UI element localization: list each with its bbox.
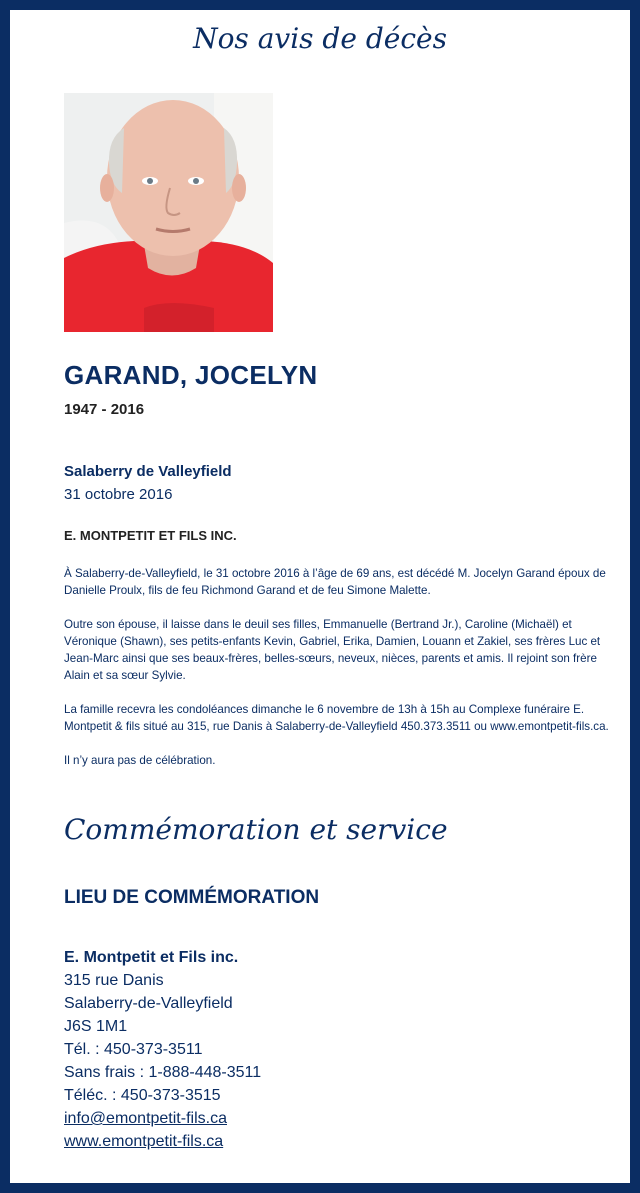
- death-city: Salaberry de Valleyfield: [64, 463, 232, 480]
- death-date: 31 octobre 2016: [64, 486, 173, 503]
- contact-fax: Téléc. : 450-373-3515: [64, 1087, 221, 1104]
- website-link[interactable]: www.emontpetit-fils.ca: [64, 1133, 224, 1150]
- contact-phone: Tél. : 450-373-3511: [64, 1041, 203, 1058]
- obituary-paragraph: Il n’y aura pas de célébration.: [64, 754, 216, 767]
- life-years: 1947 - 2016: [64, 401, 145, 418]
- page-title: Nos avis de décès: [193, 22, 447, 55]
- funeral-home-name: E. MONTPETIT ET FILS INC.: [64, 528, 237, 543]
- contact-city: Salaberry-de-Valleyfield: [64, 995, 233, 1012]
- portrait-photo: [64, 93, 273, 332]
- service-section-title: Commémoration et service: [64, 813, 448, 846]
- contact-toll-free: Sans frais : 1-888-448-3511: [64, 1064, 262, 1081]
- obituary-card: [10, 10, 630, 1183]
- contact-postal-code: J6S 1M1: [64, 1018, 128, 1035]
- obituary-paragraph: La famille recevra les condoléances dimanche le 6 novembre de 13h à 15h au Complexe funéraire E. Montpetit & fils situé au 315, rue Danis à Salaberry-de-Valleyfield 450.373.3511 ou www.emontpetit-fils.ca.: [64, 703, 609, 733]
- deceased-name: GARAND, JOCELYN: [64, 360, 318, 390]
- email-link[interactable]: info@emontpetit-fils.ca: [64, 1110, 227, 1127]
- funeral-home-contact: [64, 946, 261, 1153]
- obituary-paragraph: Outre son épouse, il laisse dans le deuil ses filles, Emmanuelle (Bertrand Jr.), Caroline (Michaël) et Véronique (Shawn), ses petits-enfants Kevin, Gabriel, Erika, Damien, Louann et Zakiel, ses frères Luc et Jean-Marc ainsi que ses beaux-frères, belles-sœurs, neveux, nièces, parents et amis. Il rejoint son frère Alain et sa sœur Sylvie.: [64, 618, 601, 682]
- contact-name: E. Montpetit et Fils inc.: [64, 949, 239, 966]
- obituary-text: [64, 565, 620, 786]
- contact-street: 315 rue Danis: [64, 972, 164, 989]
- obituary-paragraph: À Salaberry-de-Valleyfield, le 31 octobre 2016 à l’âge de 69 ans, est décédé M. Jocelyn Garand époux de Danielle Proulx, fils de feu Richmond Garand et de feu Simone Malette.: [64, 567, 606, 597]
- commemoration-place-heading: LIEU DE COMMÉMORATION: [64, 887, 320, 908]
